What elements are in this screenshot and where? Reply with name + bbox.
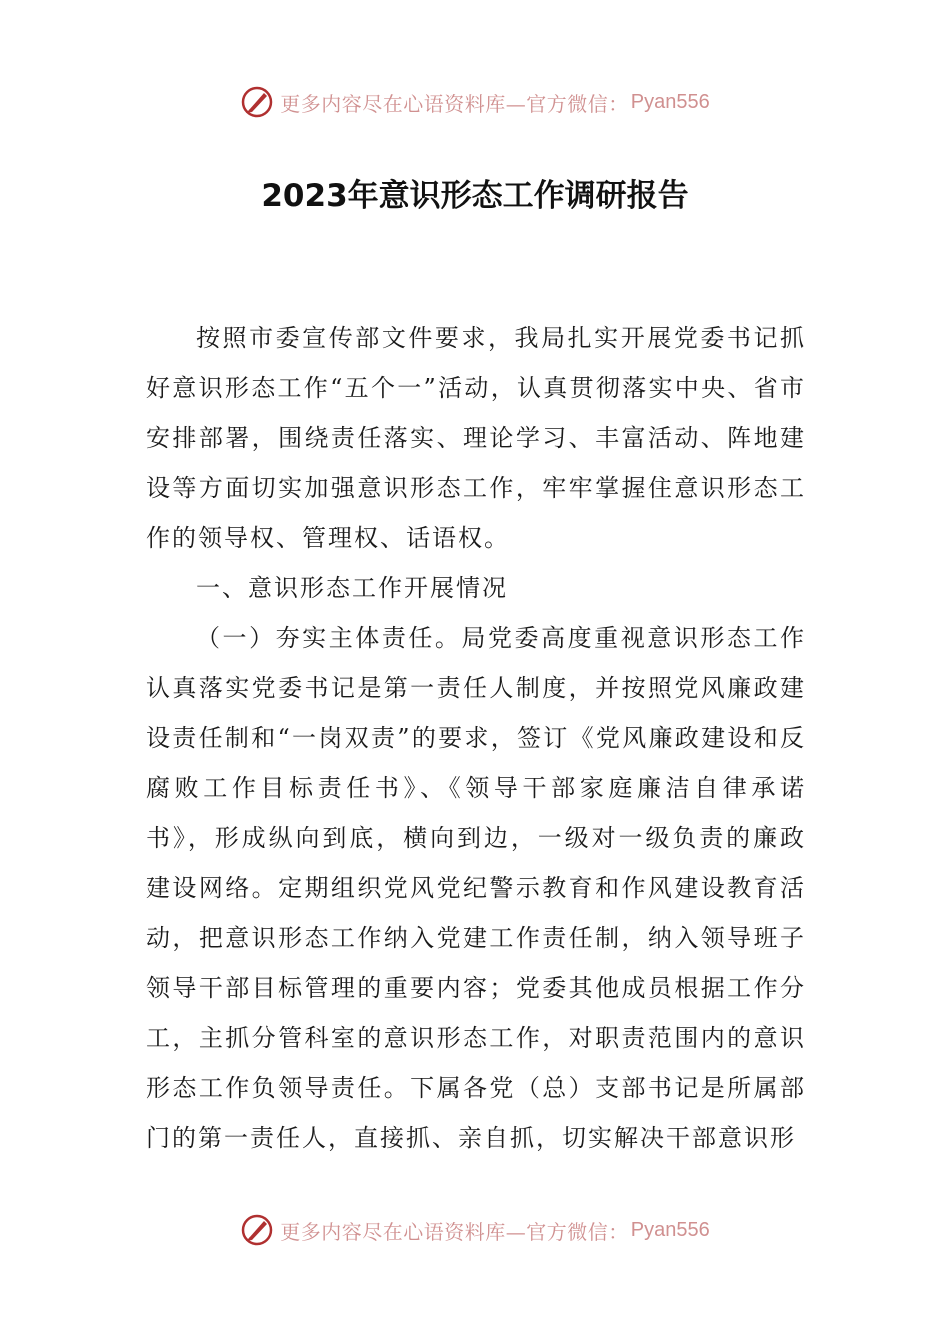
pen-logo-icon [240, 85, 274, 119]
document-title: 2023年意识形态工作调研报告 [261, 178, 689, 214]
section-heading: 一、意识形态工作开展情况 [196, 574, 508, 602]
pen-logo-icon [240, 1213, 274, 1247]
footer-watermark [0, 1210, 950, 1250]
watermark-text: 更多内容尽在心语资料库—官方微信： [280, 1219, 629, 1244]
watermark-text: 更多内容尽在心语资料库—官方微信： [280, 91, 629, 116]
paragraph-intro: 按照市委宣传部文件要求，我局扎实开展党委书记抓好意识形态工作“五个一”活动，认真贯彻落实中央、省市安排部署，围绕责任落实、理论学习、丰富活动、阵地建设等方面切实加强意识形态工作，牢牢掌握住意识形态工作的领导权、管理权、话语权。 [146, 324, 806, 552]
header-watermark [0, 82, 950, 122]
paragraph-responsibility: （一）夯实主体责任。局党委高度重视意识形态工作认真落实党委书记是第一责任人制度，并按照党风廉政建设责任制和“一岗双责”的要求，签订《党风廉政建设和反腐败工作目标责任书》、《领导干部家庭廉洁自律承诺书》，形成纵向到底，横向到边，一级对一级负责的廉政建设网络。定期组织党风党纪警示教育和作风建设教育活动，把意识形态工作纳入党建工作责任制，纳入领导班子领导干部目标管理的重要内容；党委其他成员根据工作分工，主抓分管科室的意识形态工作，对职责范围内的意识形态工作负领导责任。下属各党（总）支部书记是所属部门的第一责任人，直接抓、亲自抓，切实解决干部意识形 [146, 624, 806, 1152]
document-body [146, 313, 806, 1163]
watermark-id: Pyan556 [630, 1218, 710, 1241]
watermark-id: Pyan556 [630, 90, 710, 113]
